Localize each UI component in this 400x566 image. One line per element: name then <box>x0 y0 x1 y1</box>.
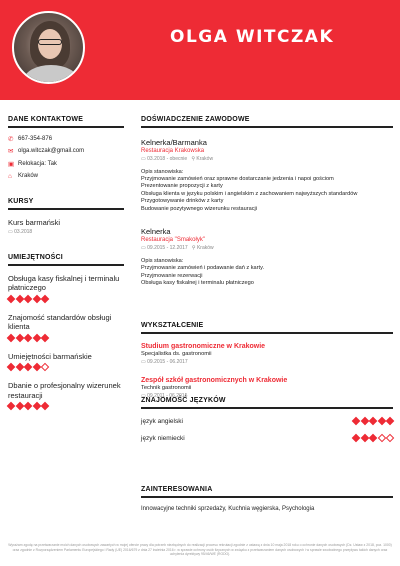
rating-diamond <box>360 417 368 425</box>
education-entry <box>141 377 393 399</box>
header-banner <box>0 0 400 100</box>
desc-line: Obsługa kasy fiskalnej i terminalu płatniczego <box>141 280 254 287</box>
skill-item <box>8 381 124 409</box>
skill-name: Dbanie o profesjonalny wizerunek restauracji <box>8 381 121 400</box>
calendar-icon: ▭ <box>141 155 146 162</box>
language-row <box>141 430 393 447</box>
relocation-row <box>8 158 124 171</box>
skill-rating <box>8 335 124 341</box>
rating-diamond <box>32 363 40 371</box>
desc-line: Przyjmowanie zamówień oraz sprawne dostarczanie jedzenia i napoi gościom <box>141 175 334 182</box>
desc-line: Przyjmowanie rezerwacji <box>141 272 203 279</box>
language-rating <box>353 418 393 424</box>
divider <box>141 332 393 334</box>
rating-diamond-empty <box>386 434 394 442</box>
job-title: Kelnerka <box>141 226 171 236</box>
rating-diamond <box>24 363 32 371</box>
email-icon: ✉ <box>8 148 14 156</box>
rating-diamond <box>24 294 32 302</box>
contact-section <box>8 116 124 183</box>
rating-diamond <box>377 417 385 425</box>
divider <box>8 126 124 128</box>
rating-diamond <box>41 402 49 410</box>
rating-diamond <box>352 434 360 442</box>
edu-meta <box>141 359 393 365</box>
skill-rating <box>8 364 124 370</box>
rating-diamond <box>24 402 32 410</box>
rating-diamond <box>41 333 49 341</box>
skills-section <box>8 254 124 409</box>
desc-line: Budowanie pozytywnego wizerunku restauracji <box>141 205 257 212</box>
desc-line: Przygotowywanie drinków z karty <box>141 198 224 205</box>
skill-name: Umiejętności barmańskie <box>8 351 92 361</box>
rating-diamond <box>352 417 360 425</box>
skill-rating <box>8 296 124 302</box>
school-name: Studium gastronomiczne w Krakowie <box>141 342 266 350</box>
interests-section <box>141 486 393 512</box>
courses-title: KURSY <box>8 198 34 205</box>
rating-diamond <box>32 402 40 410</box>
job-description <box>141 258 393 288</box>
edu-dates: 09.2015 - 06.2017 <box>147 358 188 365</box>
job-dates: 09.2015 - 12.2017 <box>147 244 188 251</box>
job-meta <box>141 156 393 162</box>
rating-diamond-empty <box>41 363 49 371</box>
language-rating <box>353 435 393 441</box>
candidate-name: OLGA WITCZAK <box>170 27 335 47</box>
divider <box>141 126 393 128</box>
calendar-icon: ▭ <box>141 358 146 365</box>
job-location: Kraków <box>196 155 214 162</box>
divider <box>8 264 124 266</box>
languages-section <box>141 397 393 447</box>
email-row[interactable] <box>8 145 124 158</box>
job-entry <box>141 138 393 213</box>
phone-row[interactable] <box>8 133 124 146</box>
job-dates: 03.2018 - obecnie <box>147 155 188 162</box>
email-value: olga.witczak@gmail.com <box>18 148 85 155</box>
suitcase-icon: ▣ <box>8 160 15 168</box>
skill-item <box>8 274 124 302</box>
experience-section <box>141 116 393 288</box>
skill-item <box>8 313 124 341</box>
rating-diamond <box>15 363 23 371</box>
interests-title: ZAINTERESOWANIA <box>141 486 213 493</box>
job-description <box>141 169 393 213</box>
skill-name: Znajomość standardów obsługi klienta <box>8 312 112 331</box>
school-name: Zespół szkół gastronomicznych w Krakowie <box>141 376 288 384</box>
interests-text: Innowacyjne techniki sprzedaży, Kuchnia węgierska, Psychologia <box>141 505 315 512</box>
location-value: Kraków <box>18 173 39 180</box>
rating-diamond <box>7 363 15 371</box>
profile-photo <box>12 11 85 84</box>
location-row <box>8 170 124 183</box>
rating-diamond-empty <box>377 434 385 442</box>
rating-diamond <box>7 333 15 341</box>
job-meta <box>141 245 393 251</box>
desc-label: Opis stanowiska: <box>141 257 184 264</box>
relocation-value: Relokacja: Tak <box>18 160 57 167</box>
rating-diamond <box>369 417 377 425</box>
language-row <box>141 413 393 430</box>
phone-value: 667-354-876 <box>18 135 53 142</box>
desc-line: Przyjmowanie zamówień i podawanie dań z karty. <box>141 265 265 272</box>
location-pin-icon: ⚲ <box>191 244 196 251</box>
phone-icon: ✆ <box>8 135 14 143</box>
gdpr-clause: Wyrażam zgodę na przetwarzanie moich danych osobowych zawartych w mojej ofercie pracy dla potrzeb niezbędnych do realizacji procesu rekrutacji zgodnie z ustawą z dnia 10 maja 2018 roku o ochronie danych osobowych (Dz. Ustaw z 2018, poz. 1000) oraz zgodnie z Rozporządzeniem Parlamentu Europejskiego i Rady (UE) 2016/679 z dnia 27 kwietnia 2016 r. w sprawie ochrony osób fizycznych w związku z przetwarzaniem danych osobowych i w sprawie swobodnego przepływu takich danych oraz uchylenia dyrektywy 95/46/WE (RODO). <box>8 543 392 557</box>
skill-item <box>8 352 124 371</box>
courses-section <box>8 198 124 235</box>
specialization: Technik gastronomii <box>141 384 192 391</box>
education-section <box>141 322 393 399</box>
skills-title: UMIEJĘTNOŚCI <box>8 254 63 261</box>
course-date-row <box>8 229 124 235</box>
home-icon: ⌂ <box>8 172 12 180</box>
edu-dates: 09.2011 - 06.2015 <box>147 392 188 399</box>
calendar-icon: ▭ <box>141 244 146 251</box>
desc-line: Prezentowanie propozycji z karty <box>141 183 223 190</box>
calendar-icon: ▭ <box>141 392 146 399</box>
location-pin-icon: ⚲ <box>191 155 196 162</box>
divider <box>8 208 124 210</box>
education-title: WYKSZTAŁCENIE <box>141 322 204 329</box>
calendar-icon: ▭ <box>8 229 13 235</box>
job-location: Kraków <box>196 244 214 251</box>
rating-diamond <box>369 434 377 442</box>
course-name: Kurs barmański <box>8 217 61 227</box>
rating-diamond <box>15 402 23 410</box>
rating-diamond <box>386 417 394 425</box>
job-company: Restauracja Krakowska <box>141 147 205 154</box>
specialization: Specjalistka ds. gastronomii <box>141 350 212 357</box>
job-title: Kelnerka/Barmanka <box>141 137 207 147</box>
rating-diamond <box>24 333 32 341</box>
rating-diamond <box>360 434 368 442</box>
skill-rating <box>8 403 124 409</box>
job-entry <box>141 227 393 288</box>
rating-diamond <box>7 294 15 302</box>
desc-label: Opis stanowiska: <box>141 168 184 175</box>
languages-title: ZNAJOMOŚĆ JĘZYKÓW <box>141 397 226 404</box>
desc-line: Obsługa klienta w języku polskim i angielskim z zachowaniem najwyższych standardów <box>141 190 358 197</box>
rating-diamond <box>7 402 15 410</box>
language-name: język angielski <box>141 417 183 425</box>
contact-title: DANE KONTAKTOWE <box>8 116 84 123</box>
divider <box>141 407 393 409</box>
education-entry <box>141 343 393 365</box>
rating-diamond <box>41 294 49 302</box>
course-date: 03.2018 <box>14 229 33 235</box>
right-column <box>141 116 393 512</box>
left-column <box>8 116 124 400</box>
divider <box>141 496 393 498</box>
job-company: Restauracja "Smakołyk" <box>141 236 205 243</box>
skill-name: Obsługa kasy fiskalnej i terminalu płatniczego <box>8 273 120 292</box>
experience-title: DOŚWIADCZENIE ZAWODOWE <box>141 116 250 123</box>
language-name: język niemiecki <box>141 434 185 442</box>
